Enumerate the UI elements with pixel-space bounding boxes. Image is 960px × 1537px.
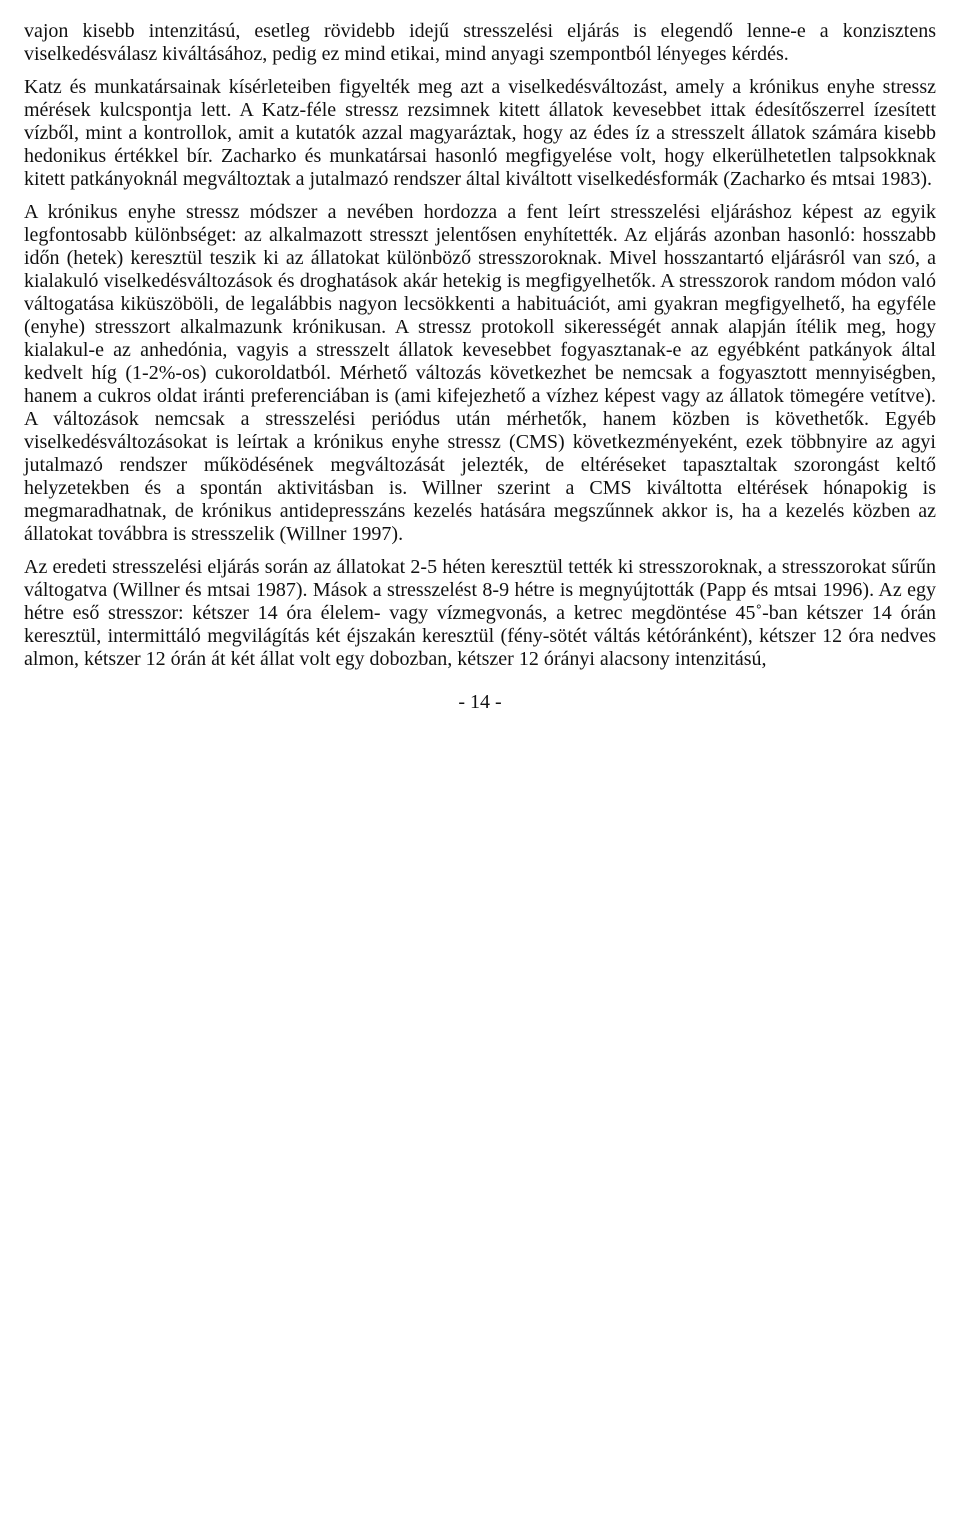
paragraph: A krónikus enyhe stressz módszer a nevében hordozza a fent leírt stresszelési eljáráshoz képest az egyik legfontosabb különbséget: az alkalmazott stresszt jelentősen enyhítették. Az eljárás azonban hasonló: hosszabb időn (hetek) keresztül teszik ki az állatokat különböző stresszoroknak. Mivel hosszantartó eljárásról van szó, a kialakuló viselkedésváltozások és droghatások akár hetekig is megfigyelhetők. A stresszorok random módon való váltogatása kiküszöböli, de legalábbis nagyon lecsökkenti a habituációt, ami gyakran megfigyelhető, ha egyféle (enyhe) stresszort alkalmazunk krónikusan. A stressz protokoll sikerességét annak alapján ítélik meg, hogy kialakul-e az anhedónia, vagyis a stresszelt állatok kevesebbet fogyasztanak-e az egyébként patkányok által kedvelt híg (1-2%-os) cukoroldatból. Mérhető változás következhet be nemcsak a fogyasztott mennyiségben, hanem a cukros oldat iránti preferenciában is (ami kifejezhető a vízhez képest vagy az állatok tömegére vetítve). A változások nemcsak a stresszelési periódus után mérhetők, hanem közben is követhetők. Egyéb viselkedésváltozásokat is leírtak a krónikus enyhe stressz (CMS) következményeként, ezek többnyire az agyi jutalmazó rendszer működésének megváltozását jelezték, de eltéréseket tapasztaltak szorongást keltő helyzetekben és a spontán aktivitásban is. Willner szerint a CMS kiváltotta eltérések hónapokig is megmaradhatnak, de krónikus antidepresszáns kezelés hatására megszűnnek akkor is, ha a kezelés közben az állatokat továbbra is stresszelik (Willner 1997). [24, 201, 936, 545]
paragraph: Az eredeti stresszelési eljárás során az állatokat 2-5 héten keresztül tették ki stresszoroknak, a stresszorokat sűrűn váltogatva (Willner és mtsai 1987). Mások a stresszelést 8-9 hétre is megnyújtották (Papp és mtsai 1996). Az egy hétre eső stresszor: kétszer 14 óra élelem- vagy vízmegvonás, a ketrec megdöntése 45˚-ban kétszer 14 órán keresztül, intermittáló megvilágítás két éjszakán keresztül (fény-sötét váltás kétóránként), kétszer 12 óra nedves almon, kétszer 12 órán át két állat volt egy dobozban, kétszer 12 órányi alacsony intenzitású, [24, 556, 936, 670]
paragraph: - 14 - [458, 691, 502, 713]
paragraph: vajon kisebb intenzitású, esetleg rövidebb idejű stresszelési eljárás is elegendő lenne-e a konzisztens viselkedésválasz kiváltásához, pedig ez mind etikai, mind anyagi szempontból lényeges kérdés. [24, 20, 936, 65]
document [0, 0, 960, 744]
paragraph: Katz és munkatársainak kísérleteiben figyelték meg azt a viselkedésváltozást, amely a krónikus enyhe stressz mérések kulcspontja lett. A Katz-féle stressz rezsimnek kitett állatok kevesebbet ittak édesítőszerrel ízesített vízből, mint a kontrollok, amit a kutatók azzal magyaráztak, hogy az édes íz a stresszelt állatok számára kisebb hedonikus értékkel bír. Zacharko és munkatársai hasonló megfigyelése volt, hogy elkerülhetetlen talpsokknak kitett patkányoknál megváltoztak a jutalmazó rendszer által kiváltott viselkedésformák (Zacharko és mtsai 1983). [24, 76, 936, 190]
